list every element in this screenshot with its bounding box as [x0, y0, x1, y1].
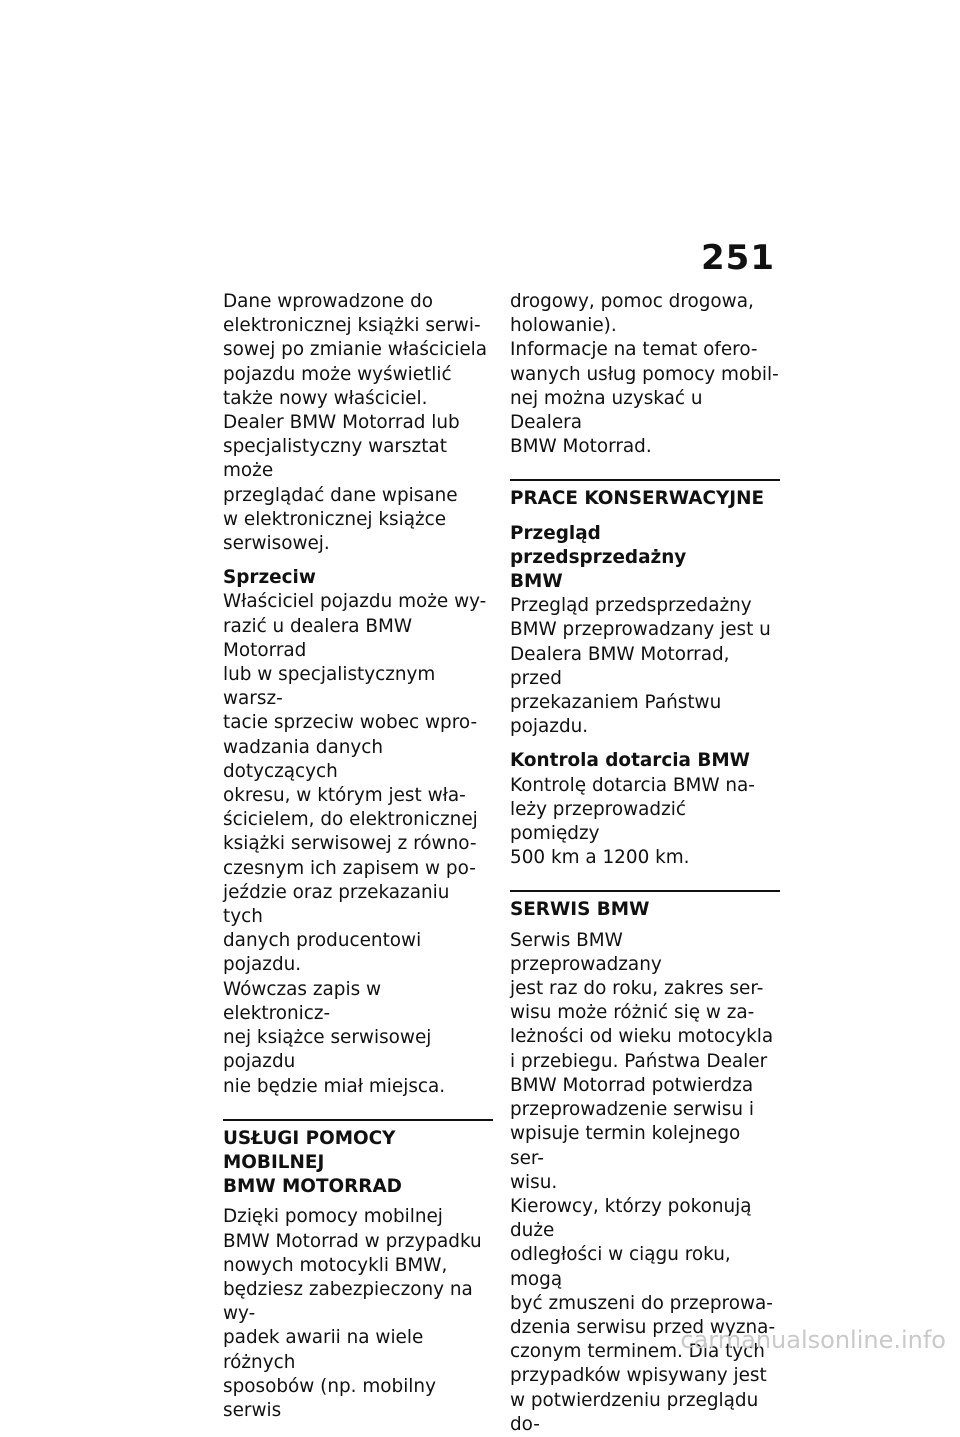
service-section: [510, 890, 780, 1436]
watermark: carmanualsonline.info: [680, 1326, 946, 1354]
objection-text: Właściciel pojazdu może wy- razić u dealera BMW Motorrad lub w specjalistycznym warsz- tacie sprzeciw wobec wpro- wadzania danych dotyczących okresu, w którym jest wła- ścicielem, do elektronicznej książki serwisowej z równo- czesnym ich zapisem w po- jeździe oraz przekazaniu tych danych producentowi pojazdu. Wówczas zapis w elektronicz- nej książce serwisowej pojazdu nie będzie miał miejsca.: [223, 591, 487, 1097]
breakin-title: Kontrola dotarcia BMW: [510, 750, 750, 772]
service-heading: SERWIS BMW: [510, 899, 650, 921]
left-column: [223, 290, 493, 1423]
mobile-service-heading: USŁUGI POMOCY MOBILNEJ BMW MOTORRAD: [223, 1127, 402, 1198]
predelivery-title: Przegląd przedsprzedażny BMW: [510, 522, 687, 593]
mobile-service-section: [223, 1119, 493, 1423]
predelivery-text: Przegląd przedsprzedażny BMW przeprowadzany jest u Dealera BMW Motorrad, przed przekazaniem Państwu pojazdu.: [510, 595, 771, 738]
breakin-text: Kontrolę dotarcia BMW na- leży przeprowadzić pomiędzy 500 km a 1200 km.: [510, 774, 755, 869]
ownership-change-text: Dane wprowadzone do elektronicznej książki serwi- sowej po zmianie właściciela pojazdu może wyświetlić także nowy właściciel. Dealer BMW Motorrad lub specjalistyczny warsztat może przeglądać dane wpisane w elektronicznej książce serwisowej.: [223, 291, 488, 555]
mobile-service-continued-text: drogowy, pomoc drogowa, holowanie). Informacje na temat ofero- wanych usług pomocy mobil- nej można uzyskać u Dealera BMW Motorrad.: [510, 291, 779, 458]
service-text: Serwis BMW przeprowadzany jest raz do roku, zakres ser- wisu może różnić się w za- leżności od wieku motocykla i przebiegu. Państwa Dealer BMW Motorrad potwierdza przeprowadzenie serwisu i wpisuje termin kolejnego ser- wisu. Kierowcy, którzy pokonują duże odległości w ciągu roku, mogą być zmuszeni do przeprowa- dzenia serwisu przed wyzna- czonym terminem. Dla tych przypadków wpisywany jest w potwierdzeniu przeglądu do-: [510, 929, 776, 1435]
mobile-service-text: Dzięki pomocy mobilnej BMW Motorrad w przypadku nowych motocykli BMW, będziesz zabezpieczony na wy- padek awarii na wiele różnych sposobów (np. mobilny serwis: [223, 1206, 482, 1421]
maintenance-section: [510, 479, 780, 511]
objection-title: Sprzeciw: [223, 567, 316, 589]
page-number: 251: [701, 238, 775, 278]
right-column: [510, 290, 780, 1437]
maintenance-heading: PRACE KONSERWACYJNE: [510, 488, 765, 510]
